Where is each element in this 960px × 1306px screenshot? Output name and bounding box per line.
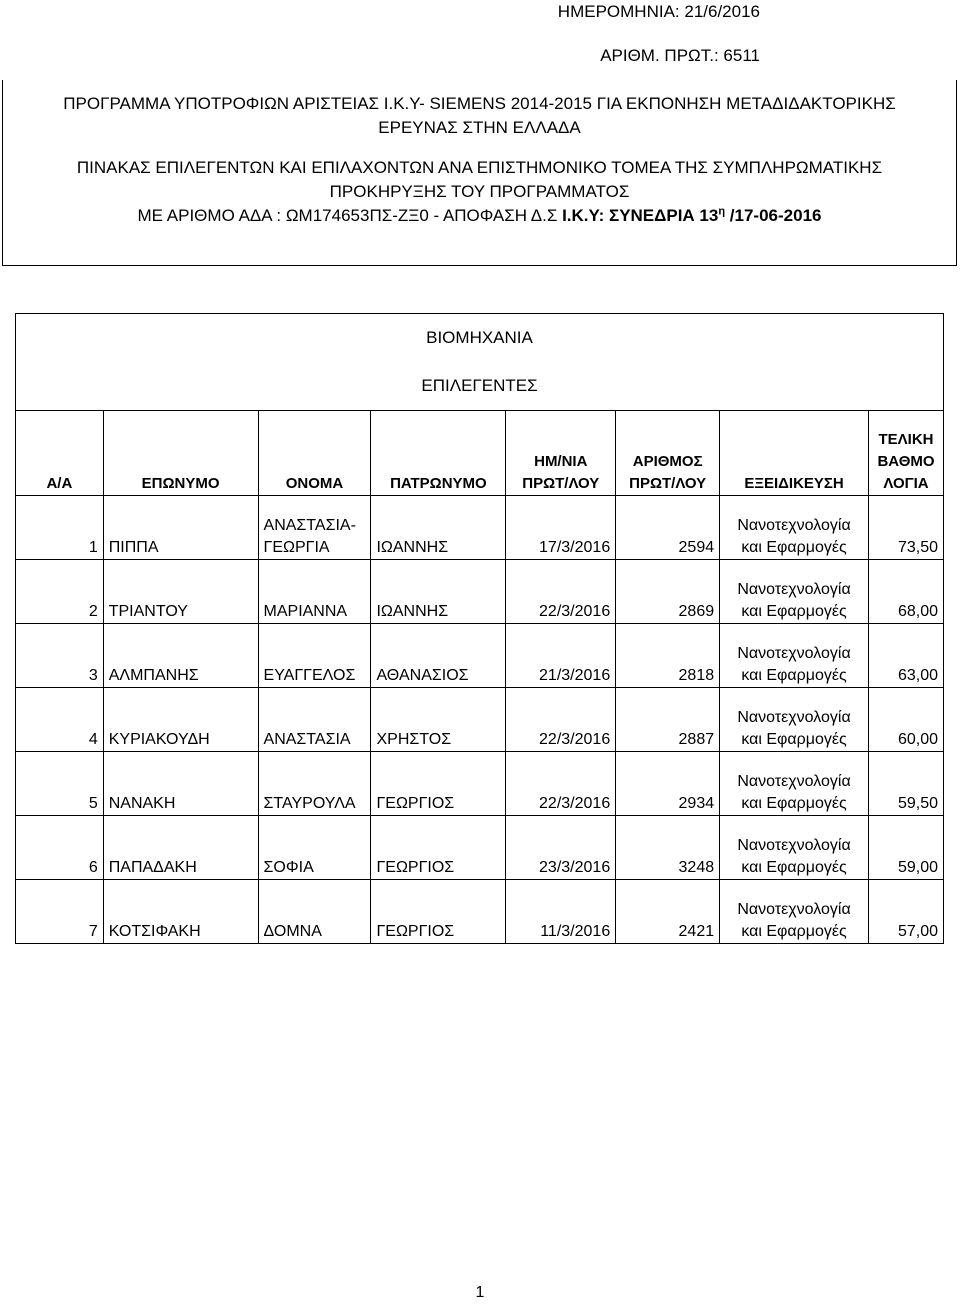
cell-father: ΓΕΩΡΓΙΟΣ — [371, 752, 506, 816]
cell-grade: 73,50 — [868, 496, 943, 560]
document-date: ΗΜΕΡΟΜΗΝΙΑ: 21/6/2016 — [557, 2, 760, 21]
cell-protocol-number: 2818 — [616, 624, 720, 688]
cell-grade: 60,00 — [868, 688, 943, 752]
title-line-5-bold-text: Ι.Κ.Υ: ΣΥΝΕΔΡΙΑ 13 — [562, 206, 719, 225]
cell-father: ΙΩΑΝΝΗΣ — [371, 496, 506, 560]
cell-date: 21/3/2016 — [506, 624, 616, 688]
cell-name — [258, 560, 371, 624]
col-header-date-l2: ΠΡΩΤ/ΛΟΥ — [522, 475, 600, 492]
cell-specialization — [720, 624, 869, 688]
cell-specialization — [720, 560, 869, 624]
table-row — [16, 624, 944, 688]
col-header-number-l2: ΠΡΩΤ/ΛΟΥ — [629, 475, 707, 492]
cell-specialization — [720, 496, 869, 560]
cell-aa: 1 — [16, 496, 104, 560]
cell-aa: 4 — [16, 688, 104, 752]
cell-grade: 68,00 — [868, 560, 943, 624]
cell-father: ΑΘΑΝΑΣΙΟΣ — [371, 624, 506, 688]
table-row — [16, 752, 944, 816]
col-header-date-l1: ΗΜ/ΝΙΑ — [534, 453, 588, 470]
cell-date: 23/3/2016 — [506, 816, 616, 880]
cell-name — [258, 880, 371, 944]
cell-date: 17/3/2016 — [506, 496, 616, 560]
cell-name — [258, 752, 371, 816]
cell-surname: ΑΛΜΠΑΝΗΣ — [103, 624, 258, 688]
cell-name-l2: ΔΟΜΝΑ — [263, 923, 322, 940]
cell-aa: 3 — [16, 624, 104, 688]
cell-protocol-number: 2421 — [616, 880, 720, 944]
cell-spec-l1: Νανοτεχνολογία — [737, 901, 851, 918]
cell-grade: 59,50 — [868, 752, 943, 816]
status-row — [16, 362, 944, 411]
cell-date: 22/3/2016 — [506, 688, 616, 752]
cell-grade: 59,00 — [868, 816, 943, 880]
cell-spec-l1: Νανοτεχνολογία — [737, 645, 851, 662]
cell-spec-l2: και Εφαρμογές — [741, 603, 847, 620]
col-header-aa: Α/Α — [16, 411, 104, 496]
col-header-number-l1: ΑΡΙΘΜΟΣ — [632, 453, 703, 470]
cell-aa: 2 — [16, 560, 104, 624]
title-line-5-plain: ΜΕ ΑΡΙΘΜΟ ΑΔΑ : ΩΜ174653ΠΣ-ΖΞ0 - ΑΠΟΦΑΣΗ Δ.Σ — [137, 206, 563, 225]
col-header-father: ΠΑΤΡΩΝΥΜΟ — [371, 411, 506, 496]
cell-spec-l2: και Εφαρμογές — [741, 859, 847, 876]
cell-name-l2: ΓΕΩΡΓΙΑ — [263, 539, 330, 556]
header-row — [16, 411, 944, 496]
cell-name — [258, 688, 371, 752]
title-box — [2, 80, 957, 266]
cell-name-l2: ΕΥΑΓΓΕΛΟΣ — [263, 667, 356, 684]
col-header-number — [616, 411, 720, 496]
cell-protocol-number: 2869 — [616, 560, 720, 624]
cell-protocol-number: 2594 — [616, 496, 720, 560]
title-line-3: ΠΙΝΑΚΑΣ ΕΠΙΛΕΓΕΝΤΩΝ ΚΑΙ ΕΠΙΛΑΧΟΝΤΩΝ ΑΝΑ ΕΠΙΣΤΗΜΟΝΙΚΟ ΤΟΜΕΑ ΤΗΣ ΣΥΜΠΛΗΡΩΜΑΤΙΚΗΣ — [76, 158, 883, 177]
cell-father: ΧΡΗΣΤΟΣ — [371, 688, 506, 752]
cell-name — [258, 624, 371, 688]
cell-surname: ΝΑΝΑΚΗ — [103, 752, 258, 816]
col-header-grade — [868, 411, 943, 496]
cell-father: ΓΕΩΡΓΙΟΣ — [371, 816, 506, 880]
cell-father: ΓΕΩΡΓΙΟΣ — [371, 880, 506, 944]
cell-specialization — [720, 688, 869, 752]
title-line-1: ΠΡΟΓΡΑΜΜΑ ΥΠΟΤΡΟΦΙΩΝ ΑΡΙΣΤΕΙΑΣ Ι.Κ.Υ- SIEMENS 2014-2015 ΓΙΑ ΕΚΠΟΝΗΣΗ ΜΕΤΑΔΙΔΑΚΤΟΡΙΚΗΣ — [63, 94, 896, 113]
cell-spec-l2: και Εφαρμογές — [741, 923, 847, 940]
cell-spec-l2: και Εφαρμογές — [741, 731, 847, 748]
cell-spec-l2: και Εφαρμογές — [741, 667, 847, 684]
cell-name — [258, 496, 371, 560]
cell-surname: ΠΑΠΑΔΑΚΗ — [103, 816, 258, 880]
table-row — [16, 880, 944, 944]
col-header-grade-l1: ΤΕΛΙΚΗ — [878, 431, 934, 448]
cell-date: 22/3/2016 — [506, 752, 616, 816]
table-body — [16, 496, 944, 944]
cell-spec-l2: και Εφαρμογές — [741, 795, 847, 812]
col-header-grade-l2: ΒΑΘΜΟ — [877, 453, 935, 470]
cell-protocol-number: 2887 — [616, 688, 720, 752]
cell-name-l2: ΜΑΡΙΑΝΝΑ — [263, 603, 348, 620]
cell-protocol-number: 3248 — [616, 816, 720, 880]
cell-surname: ΚΥΡΙΑΚΟΥΔΗ — [103, 688, 258, 752]
cell-aa: 6 — [16, 816, 104, 880]
cell-grade: 57,00 — [868, 880, 943, 944]
cell-spec-l2: και Εφαρμογές — [741, 539, 847, 556]
cell-name — [258, 816, 371, 880]
col-header-spec: ΕΞΕΙΔΙΚΕΥΣΗ — [720, 411, 869, 496]
cell-specialization — [720, 752, 869, 816]
col-header-name: ΟΝΟΜΑ — [258, 411, 371, 496]
cell-name-l1: ΑΝΑΣΤΑΣΙΑ- — [263, 517, 356, 534]
cell-name-l2: ΣΟΦΙΑ — [263, 859, 314, 876]
sector-row — [16, 314, 944, 363]
page-number: 1 — [475, 1284, 485, 1301]
table-row — [16, 688, 944, 752]
cell-spec-l1: Νανοτεχνολογία — [737, 773, 851, 790]
cell-grade: 63,00 — [868, 624, 943, 688]
col-header-surname: ΕΠΩΝΥΜΟ — [103, 411, 258, 496]
cell-name-l2: ΣΤΑΥΡΟΥΛΑ — [263, 795, 356, 812]
cell-name-l2: ΑΝΑΣΤΑΣΙΑ — [263, 731, 351, 748]
cell-surname: ΚΟΤΣΙΦΑΚΗ — [103, 880, 258, 944]
title-line-4: ΠΡΟΚΗΡΥΞΗΣ ΤΟΥ ΠΡΟΓΡΑΜΜΑΤΟΣ — [329, 182, 630, 201]
cell-date: 22/3/2016 — [506, 560, 616, 624]
title-line-2: ΕΡΕΥΝΑΣ ΣΤΗΝ ΕΛΛΑΔΑ — [378, 118, 581, 137]
table-row — [16, 496, 944, 560]
cell-spec-l1: Νανοτεχνολογία — [737, 837, 851, 854]
cell-spec-l1: Νανοτεχνολογία — [737, 517, 851, 534]
cell-protocol-number: 2934 — [616, 752, 720, 816]
col-header-date — [506, 411, 616, 496]
cell-specialization — [720, 880, 869, 944]
cell-surname: ΠΙΠΠΑ — [103, 496, 258, 560]
protocol-number: ΑΡΙΘΜ. ΠΡΩΤ.: 6511 — [600, 46, 760, 65]
cell-date: 11/3/2016 — [506, 880, 616, 944]
status-label: ΕΠΙΛΕΓΕΝΤΕΣ — [16, 362, 944, 411]
cell-father: ΙΩΑΝΝΗΣ — [371, 560, 506, 624]
title-line-5-tail: /17-06-2016 — [725, 206, 822, 225]
cell-specialization — [720, 816, 869, 880]
col-header-grade-l3: ΛΟΓΙΑ — [883, 475, 929, 492]
cell-aa: 5 — [16, 752, 104, 816]
results-table — [15, 313, 944, 944]
title-line-5 — [3, 204, 956, 228]
sector-label: ΒΙΟΜΗΧΑΝΙΑ — [16, 314, 944, 363]
cell-surname: ΤΡΙΑΝΤΟΥ — [103, 560, 258, 624]
table-row — [16, 816, 944, 880]
title-line-5-sup: η — [718, 205, 726, 218]
cell-spec-l1: Νανοτεχνολογία — [737, 709, 851, 726]
cell-aa: 7 — [16, 880, 104, 944]
title-line-5-bold — [562, 206, 821, 225]
table-row — [16, 560, 944, 624]
cell-spec-l1: Νανοτεχνολογία — [737, 581, 851, 598]
